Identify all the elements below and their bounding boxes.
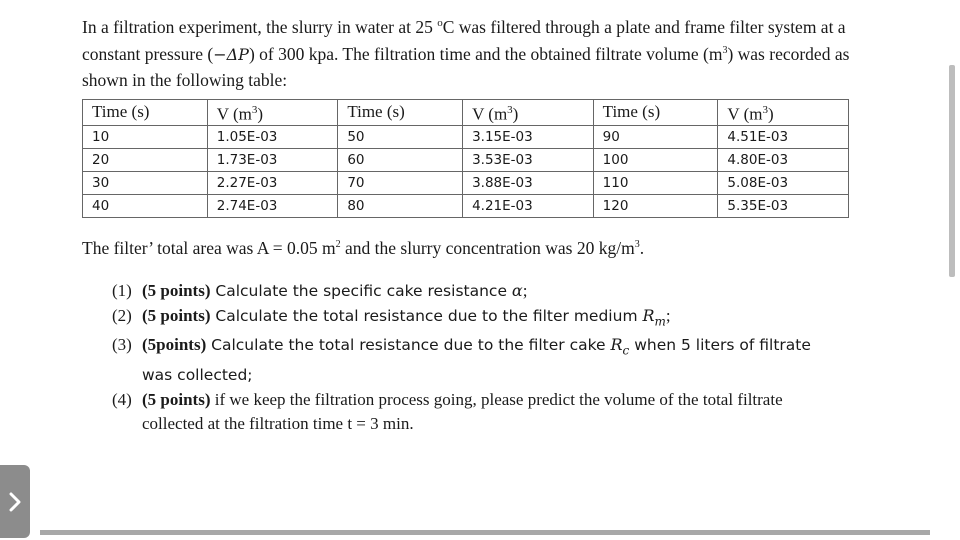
intro-text-4: ) was recorded as shown in the following table: bbox=[82, 44, 850, 90]
question-4: (4) (5 points) if we keep the filtration process going, please predict the volume of the total filtrate collected at the filtration time t = 3 min. bbox=[112, 389, 783, 434]
area-statement: The filter’ total area was A = 0.05 $m^2$ and the slurry concentration was 20 $kg/m^3$. bbox=[82, 237, 645, 258]
table-cell: 2.27E-03 bbox=[207, 171, 338, 194]
table-row bbox=[83, 194, 849, 217]
table-cell: 30 bbox=[83, 171, 208, 194]
table-cell: 10 bbox=[83, 125, 208, 148]
table-cell: 4.80E-03 bbox=[718, 148, 849, 171]
table-header-row bbox=[83, 100, 849, 126]
delta-p-symbol: −ΔP bbox=[213, 45, 249, 65]
table-cell: 20 bbox=[83, 148, 208, 171]
next-page-tab[interactable] bbox=[0, 465, 30, 538]
header-volume-2: V $(m^3)$ bbox=[463, 100, 594, 126]
question-list bbox=[112, 279, 842, 437]
horizontal-scrollbar[interactable] bbox=[40, 530, 930, 535]
table-cell: 3.53E-03 bbox=[463, 148, 594, 171]
intro-text-3: ) of 300 kpa. The filtration time and the obtained filtrate volume (m bbox=[248, 44, 723, 65]
table-cell: 1.73E-03 bbox=[207, 148, 338, 171]
question-3: (3) (5points) Calculate the total resistance due to the filter cake $R_c$ when 5 liters of filtrate was collected; bbox=[112, 335, 811, 385]
table-cell: 80 bbox=[338, 194, 463, 217]
table-cell: 60 bbox=[338, 148, 463, 171]
table-cell: 90 bbox=[593, 125, 718, 148]
header-volume-3: V $(m^3)$ bbox=[718, 100, 849, 126]
table-cell: 100 bbox=[593, 148, 718, 171]
question-1: (1) (5 points) Calculate the specific cake resistance α; bbox=[112, 281, 528, 300]
table-cell: 3.15E-03 bbox=[463, 125, 594, 148]
table-cell: 120 bbox=[593, 194, 718, 217]
table-cell: 5.08E-03 bbox=[718, 171, 849, 194]
table-cell: 70 bbox=[338, 171, 463, 194]
intro-text-2: C was filtered through a plate and frame filter system at a constant pressure ( bbox=[82, 16, 846, 65]
intro-text-1: In a filtration experiment, the slurry in water at 25 bbox=[82, 16, 438, 37]
table-cell: 40 bbox=[83, 194, 208, 217]
problem-intro bbox=[82, 11, 872, 92]
header-volume-1: V $(m^3)$ bbox=[207, 100, 338, 126]
table-row bbox=[83, 171, 849, 194]
table-row bbox=[83, 148, 849, 171]
table-cell: 1.05E-03 bbox=[207, 125, 338, 148]
question-2: (2) (5 points) Calculate the total resistance due to the filter medium $R_m$; bbox=[112, 305, 671, 328]
table-row bbox=[83, 125, 849, 148]
filtration-data-table bbox=[82, 99, 849, 218]
table-cell: 5.35E-03 bbox=[718, 194, 849, 217]
cubic-sup: 3 bbox=[722, 45, 728, 57]
table-cell: 110 bbox=[593, 171, 718, 194]
degree-sup: o bbox=[437, 17, 443, 29]
table-cell: 3.88E-03 bbox=[463, 171, 594, 194]
header-time-2: Time (s) bbox=[338, 100, 463, 126]
table-cell: 4.21E-03 bbox=[463, 194, 594, 217]
table-cell: 50 bbox=[338, 125, 463, 148]
table-cell: 2.74E-03 bbox=[207, 194, 338, 217]
table-cell: 4.51E-03 bbox=[718, 125, 849, 148]
vertical-scrollbar-thumb[interactable] bbox=[949, 65, 955, 277]
header-time-1: Time (s) bbox=[83, 100, 208, 126]
chevron-right-icon bbox=[8, 491, 22, 513]
header-time-3: Time (s) bbox=[593, 100, 718, 126]
